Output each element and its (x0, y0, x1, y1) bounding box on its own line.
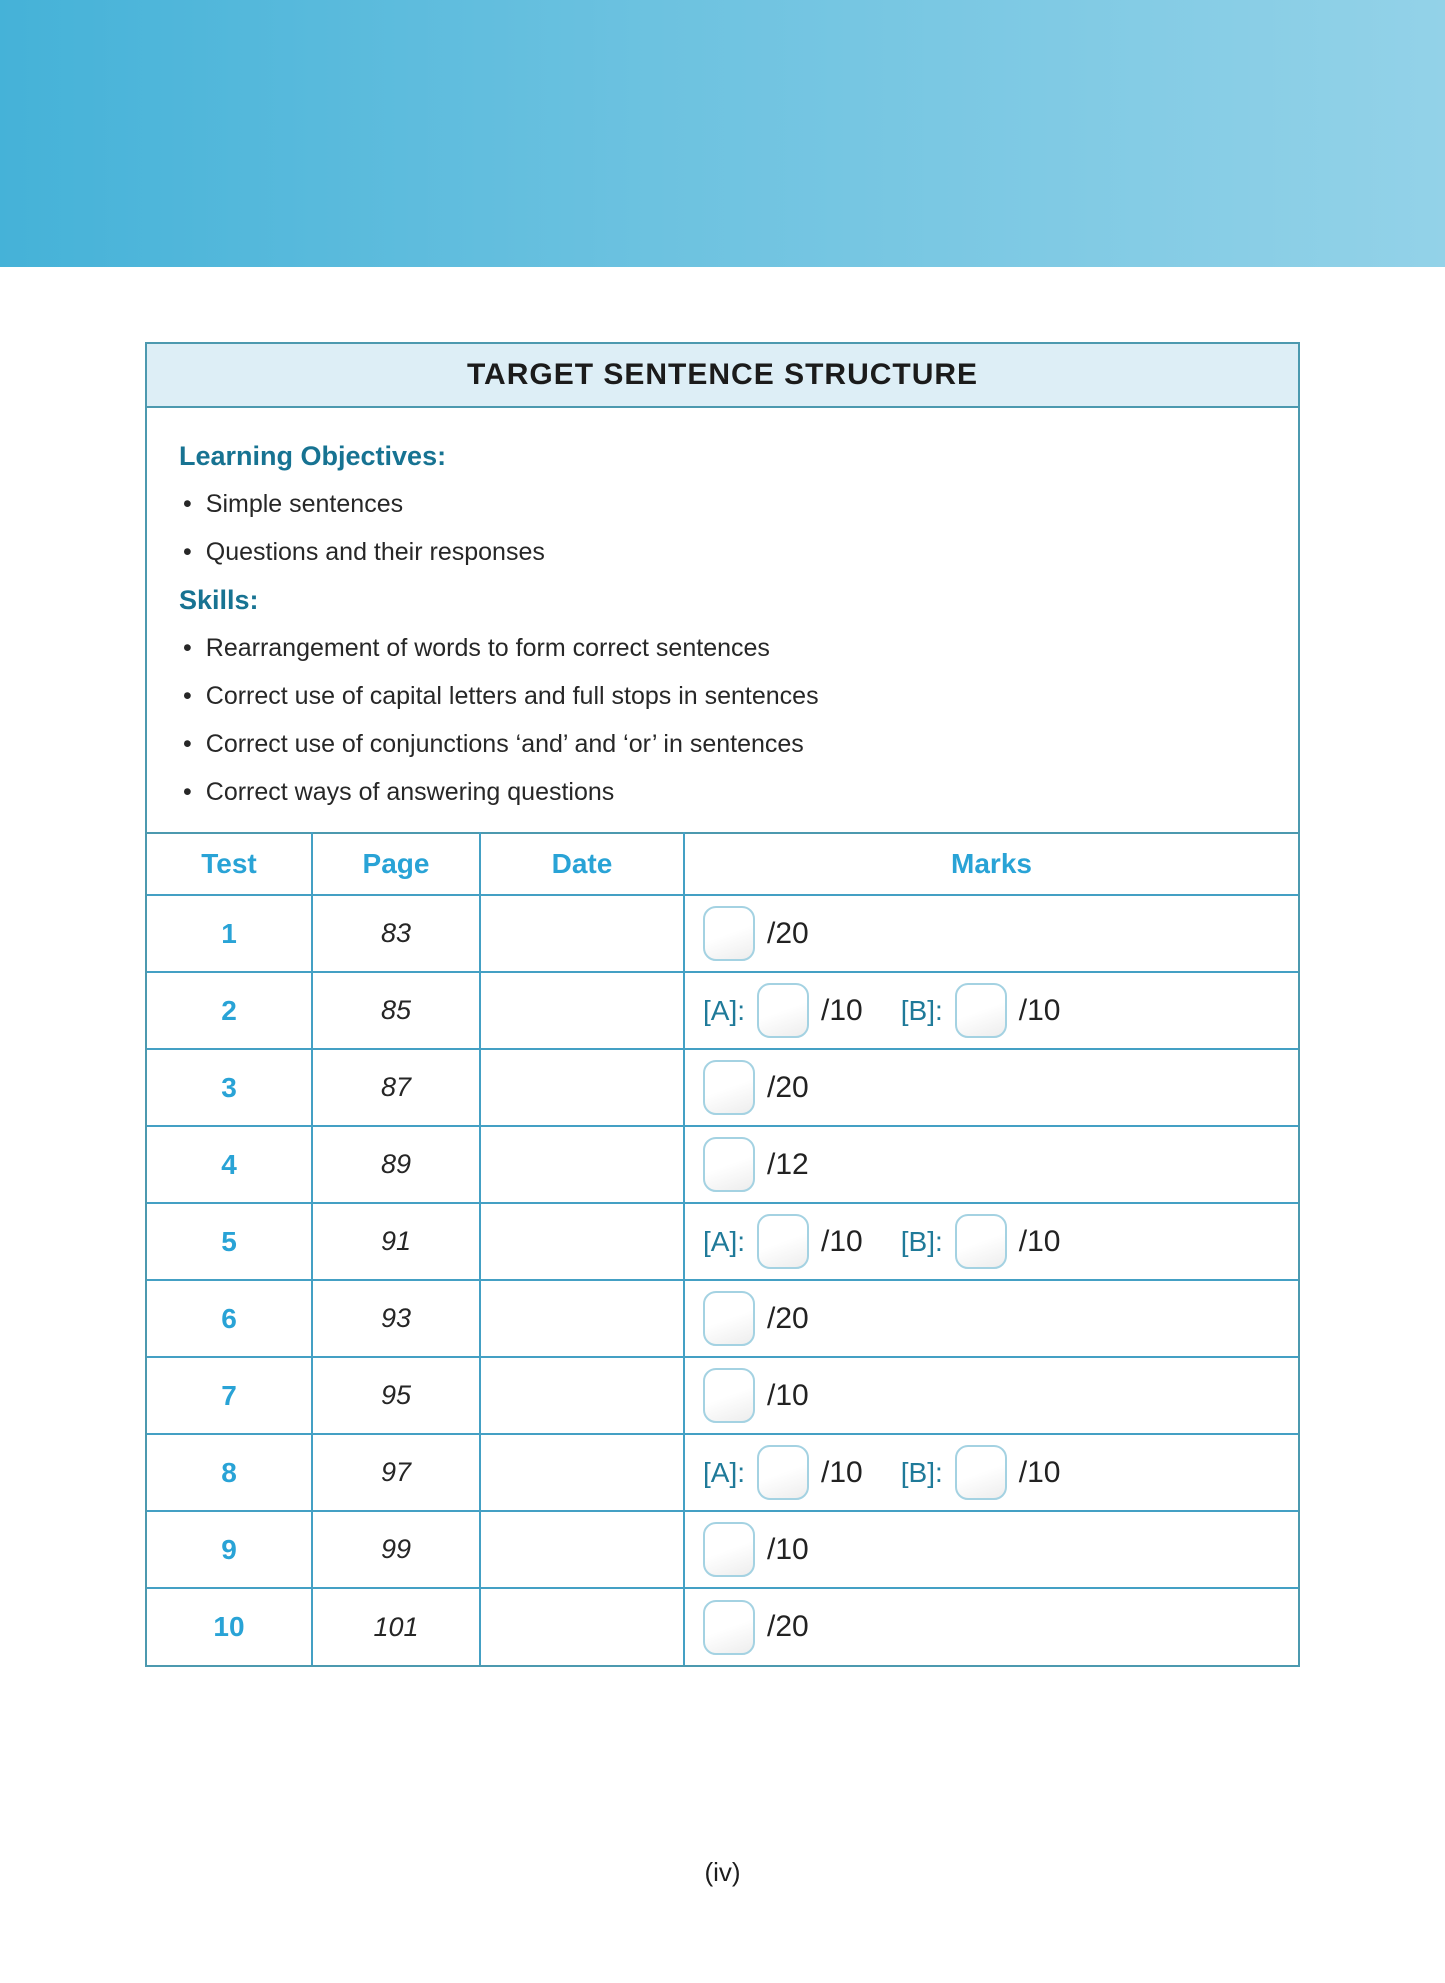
table-row (147, 972, 1298, 1049)
page-cell: 95 (312, 1357, 480, 1434)
date-cell[interactable] (480, 1588, 684, 1665)
marks-denominator: /20 (767, 1301, 809, 1335)
test-cell: 10 (147, 1588, 312, 1665)
marks-cell (684, 1357, 1298, 1434)
table-row (147, 1203, 1298, 1280)
skill-item-text: Correct use of capital letters and full stops in sentences (205, 682, 819, 710)
page-title: TARGET SENTENCE STRUCTURE (147, 344, 1298, 408)
test-cell: 1 (147, 895, 312, 972)
mark-input-box[interactable] (703, 1368, 755, 1423)
marks-denominator-b: /10 (1018, 1455, 1061, 1489)
marks-denominator-a: /10 (821, 1455, 863, 1489)
column-header-date: Date (480, 833, 684, 895)
test-cell: 3 (147, 1049, 312, 1126)
part-b-label: [B]: (900, 994, 943, 1026)
marks-cell (684, 1280, 1298, 1357)
bullet-icon: • (183, 538, 192, 566)
table-row (147, 1049, 1298, 1126)
part-a-label: [A]: (703, 1225, 746, 1257)
objective-item-text: Questions and their responses (205, 538, 545, 566)
marks-denominator: /20 (767, 1070, 809, 1104)
marks-denominator-b: /10 (1018, 1224, 1061, 1258)
table-row (147, 895, 1298, 972)
page-cell: 87 (312, 1049, 480, 1126)
marks-denominator: /10 (767, 1378, 809, 1412)
marks-cell (684, 1049, 1298, 1126)
marks-denominator: /12 (767, 1147, 809, 1181)
part-b-label: [B]: (900, 1456, 943, 1488)
column-header-page: Page (312, 833, 480, 895)
table-row (147, 1126, 1298, 1203)
objective-item (179, 480, 1268, 528)
test-cell: 8 (147, 1434, 312, 1511)
content-card (145, 342, 1300, 1667)
marks-cell (684, 1511, 1298, 1588)
page-cell: 89 (312, 1126, 480, 1203)
mark-input-box[interactable] (703, 1137, 755, 1192)
skill-item-text: Correct ways of answering questions (205, 778, 615, 806)
mark-input-box-b[interactable] (955, 1445, 1007, 1500)
marks-cell (684, 972, 1298, 1049)
column-header-marks: Marks (684, 833, 1298, 895)
table-row (147, 1588, 1298, 1665)
table-row (147, 1280, 1298, 1357)
date-cell[interactable] (480, 1511, 684, 1588)
skill-item-text: Correct use of conjunctions ‘and’ and ‘or’ in sentences (205, 730, 804, 758)
page-cell: 83 (312, 895, 480, 972)
marks-cell (684, 895, 1298, 972)
mark-input-box-a[interactable] (757, 1445, 809, 1500)
marks-cell (684, 1126, 1298, 1203)
date-cell[interactable] (480, 1357, 684, 1434)
marks-denominator: /20 (767, 1610, 809, 1643)
marks-cell (684, 1434, 1298, 1511)
test-cell: 2 (147, 972, 312, 1049)
part-a-label: [A]: (703, 994, 746, 1026)
table-row (147, 1357, 1298, 1434)
date-cell[interactable] (480, 1049, 684, 1126)
skill-item (179, 672, 1268, 720)
date-cell[interactable] (480, 1434, 684, 1511)
part-a-label: [A]: (703, 1456, 746, 1488)
table-row (147, 1511, 1298, 1588)
mark-input-box[interactable] (703, 1060, 755, 1115)
date-cell[interactable] (480, 1203, 684, 1280)
skill-item-text: Rearrangement of words to form correct sentences (205, 634, 770, 662)
marks-denominator-a: /10 (821, 1224, 863, 1258)
marks-denominator-b: /10 (1018, 993, 1061, 1027)
mark-input-box[interactable] (703, 1291, 755, 1346)
table-row (147, 1434, 1298, 1511)
page-cell: 93 (312, 1280, 480, 1357)
page-cell: 85 (312, 972, 480, 1049)
page-number: (iv) (704, 1857, 741, 1887)
bullet-icon: • (183, 682, 192, 710)
page-cell: 97 (312, 1434, 480, 1511)
mark-input-box-a[interactable] (757, 983, 809, 1038)
mark-input-box[interactable] (703, 1600, 755, 1655)
objective-item-text: Simple sentences (205, 490, 404, 518)
section-heading-learning-objectives: Learning Objectives: (179, 441, 447, 471)
test-cell: 5 (147, 1203, 312, 1280)
marks-cell (684, 1203, 1298, 1280)
date-cell[interactable] (480, 1280, 684, 1357)
marks-cell (684, 1588, 1298, 1665)
bullet-icon: • (183, 490, 192, 518)
bullet-icon: • (183, 778, 192, 806)
marks-denominator: /20 (767, 916, 809, 950)
mark-input-box-b[interactable] (955, 983, 1007, 1038)
objective-item (179, 528, 1268, 576)
column-header-test: Test (147, 833, 312, 895)
test-cell: 6 (147, 1280, 312, 1357)
marks-denominator-a: /10 (821, 993, 863, 1027)
page-cell: 91 (312, 1203, 480, 1280)
skill-item (179, 768, 1268, 816)
date-cell[interactable] (480, 972, 684, 1049)
test-cell: 9 (147, 1511, 312, 1588)
page-cell: 99 (312, 1511, 480, 1588)
skill-item (179, 720, 1268, 768)
bullet-icon: • (183, 634, 192, 662)
marks-denominator: /10 (767, 1532, 809, 1566)
section-heading-skills: Skills: (179, 585, 259, 615)
mark-input-box[interactable] (703, 1522, 755, 1577)
objectives-skills-section (147, 408, 1298, 832)
mark-input-box[interactable] (703, 906, 755, 961)
tests-table (147, 832, 1298, 1665)
page-cell: 101 (312, 1588, 480, 1665)
mark-input-box-b[interactable] (955, 1214, 1007, 1269)
table-header-row (147, 833, 1298, 895)
bullet-icon: • (183, 730, 192, 758)
test-cell: 4 (147, 1126, 312, 1203)
part-b-label: [B]: (900, 1225, 943, 1257)
mark-input-box-a[interactable] (757, 1214, 809, 1269)
skill-item (179, 624, 1268, 672)
top-banner (0, 0, 1445, 267)
date-cell[interactable] (480, 1126, 684, 1203)
date-cell[interactable] (480, 895, 684, 972)
test-cell: 7 (147, 1357, 312, 1434)
